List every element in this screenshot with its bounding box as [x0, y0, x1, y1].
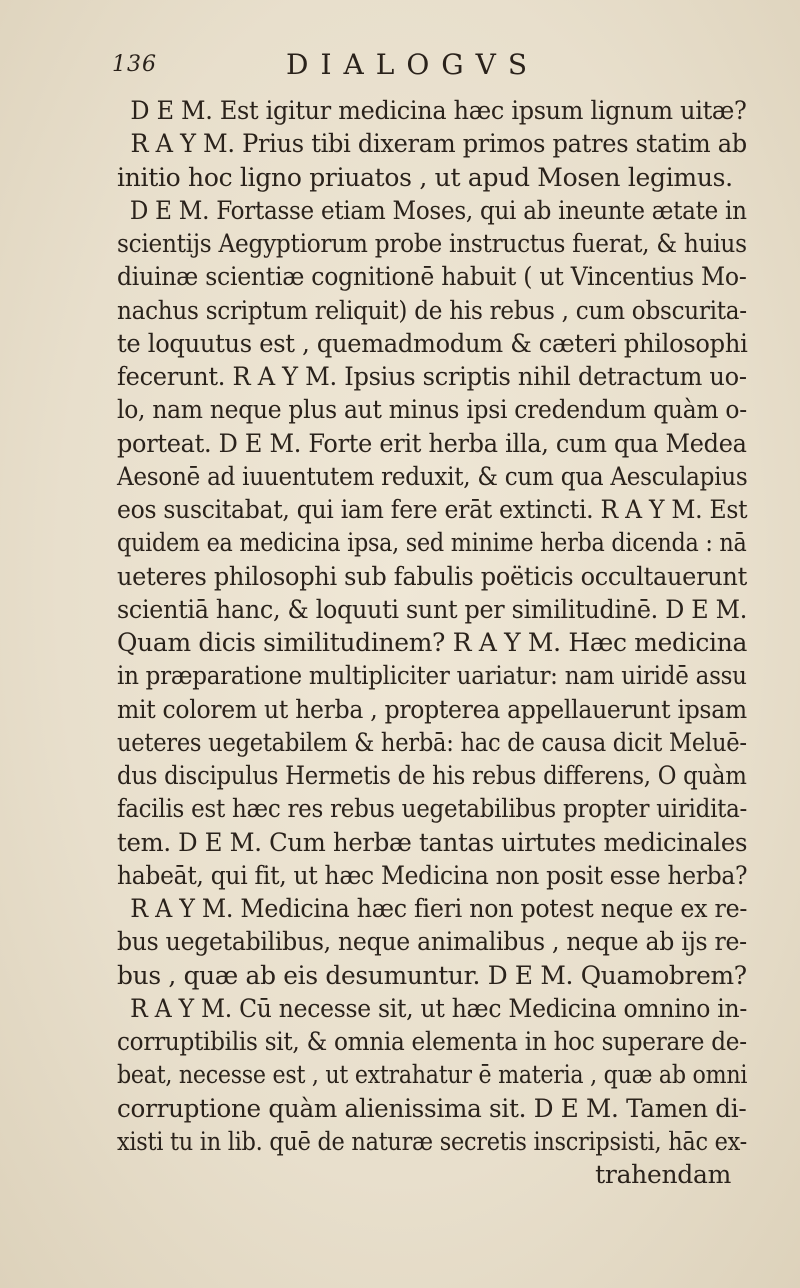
text-line: Quam dicis similitudinem? R A Y M. Hæc medicina — [117, 628, 748, 657]
text-line: mit colorem ut herba , propterea appellauerunt ipsam — [117, 694, 747, 724]
text-line: scientiā hanc, & loquuti sunt per similitudinē. D E M. — [117, 594, 748, 624]
text-line: in præparatione multipliciter uariatur: nam uiridē assu — [117, 661, 747, 691]
text-line: R A Y M. Medicina hæc fieri non potest neque ex re- — [130, 894, 748, 923]
text-line: lo, nam neque plus aut minus ipsi credendum quàm o- — [117, 395, 747, 425]
text-line: tem. D E M. Cum herbæ tantas uirtutes medicinales — [117, 827, 748, 857]
text-line: R A Y M. Prius tibi dixeram primos patres statim ab — [130, 129, 747, 159]
text-line: porteat. D E M. Forte erit herba illa, cum qua Medea — [117, 428, 747, 458]
running-head: DIALOGVS — [286, 48, 540, 81]
text-line: diuinæ scientiæ cognitionē habuit ( ut Vincentius Mo- — [117, 262, 747, 292]
text-line: fecerunt. R A Y M. Ipsius scriptis nihil detractum uo- — [117, 362, 747, 391]
text-line: te loquutus est , quemadmodum & cæteri philosophi — [117, 328, 748, 358]
text-line: Aesonē ad iuuentutem reduxit, & cum qua Aesculapius — [117, 461, 748, 491]
text-line: xisti tu in lib. quē de naturæ secretis inscripsisti, hāc ex- — [117, 1126, 747, 1156]
page-header — [0, 48, 800, 88]
text-line: eos suscitabat, qui iam fere erāt extincti. R A Y M. Est — [117, 495, 748, 524]
text-line: habeāt, qui fit, ut hæc Medicina non posit esse herba? — [117, 860, 748, 890]
text-line: D E M. Fortasse etiam Moses, qui ab ineunte ætate in — [129, 195, 747, 225]
body-text — [117, 94, 747, 1191]
text-line: quidem ea medicina ipsa, sed minime herba dicenda : nā — [117, 528, 747, 558]
text-line: corruptione quàm alienissima sit. D E M. Tamen di- — [117, 1093, 747, 1123]
text-line: initio hoc ligno priuatos , ut apud Mosen legimus. — [117, 162, 733, 192]
text-line: ueteres philosophi sub fabulis poëticis occultauerunt — [117, 561, 747, 591]
text-line: corruptibilis sit, & omnia elementa in hoc superare de- — [117, 1027, 747, 1056]
text-line: bus , quæ ab eis desumuntur. D E M. Quamobrem? — [117, 960, 747, 990]
text-line: beat, necesse est , ut extrahatur ē materia , quæ ab omni — [117, 1060, 748, 1090]
text-line: D E M. Est igitur medicina hæc ipsum lignum uitæ? — [130, 96, 747, 125]
text-line: dus discipulus Hermetis de his rebus differens, O quàm — [117, 761, 747, 790]
page-number: 136 — [112, 52, 157, 77]
text-line: R A Y M. Cū necesse sit, ut hæc Medicina omnino in- — [130, 993, 748, 1023]
catchword: trahendam — [595, 1160, 731, 1189]
text-line: scientijs Aegyptiorum probe instructus fuerat, & huius — [117, 229, 747, 258]
text-line: nachus scriptum reliquit) de his rebus , cum obscurita- — [117, 295, 747, 325]
text-line: ueteres uegetabilem & herbā: hac de causa dicit Meluē- — [117, 727, 747, 757]
text-line: facilis est hæc res rebus uegetabilibus propter uiridita- — [117, 794, 748, 824]
text-line: bus uegetabilibus, neque animalibus , neque ab ijs re- — [117, 927, 747, 957]
